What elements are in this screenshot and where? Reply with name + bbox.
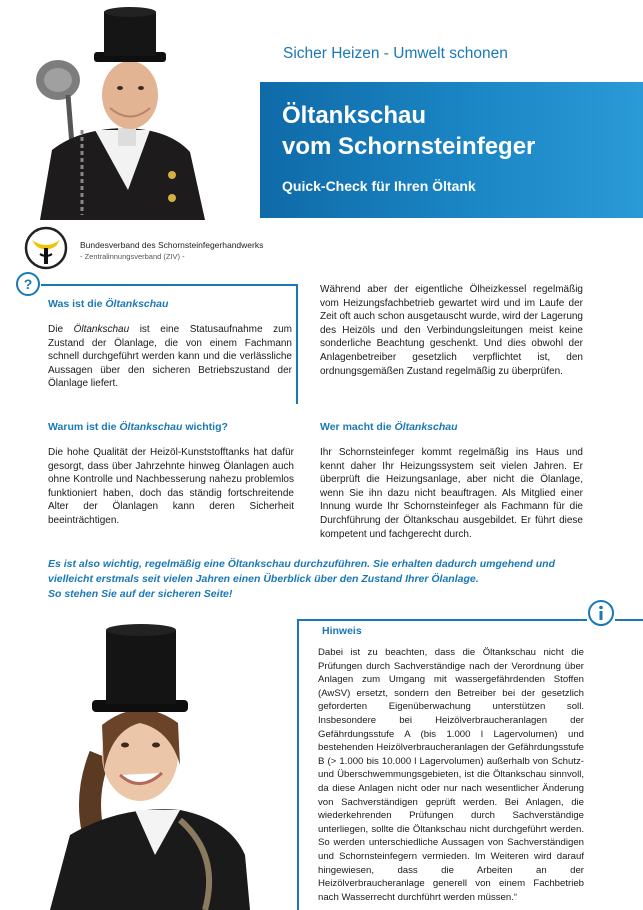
svg-text:?: ? <box>23 276 33 292</box>
tagline: Sicher Heizen - Umwelt schonen <box>283 45 508 62</box>
hero-title <box>282 100 535 162</box>
why-heading-suffix: wichtig? <box>182 421 228 433</box>
association-logo <box>24 226 284 270</box>
what-heading-term: Öltankschau <box>105 298 169 310</box>
who-heading-term: Öltankschau <box>394 421 458 433</box>
photo-chimney-sweep-man <box>0 0 212 220</box>
callout-line3: So stehen Sie auf der sicheren Seite! <box>48 588 233 600</box>
callout-text <box>48 557 588 602</box>
callout-line2: vielleicht erstmals seit vielen Jahren einen Überblick über den Zustand Ihrer Ölanlage. <box>48 573 479 585</box>
what-heading-prefix: Was ist die <box>48 298 106 310</box>
logo-name: Bundesverband des Schornsteinfegerhandwerks <box>80 240 264 250</box>
note-heading: Hinweis <box>322 625 362 637</box>
what-body-prefix: Die <box>48 324 74 335</box>
question-mark-icon <box>15 271 41 297</box>
why-heading-term: Öltankschau <box>119 421 183 433</box>
info-icon <box>587 599 615 627</box>
why-heading <box>48 421 228 433</box>
hero-banner <box>260 82 643 218</box>
hero-title-line2: vom Schornsteinfeger <box>282 133 536 160</box>
why-heading-prefix: Warum ist die <box>48 421 120 433</box>
photo-chimney-sweep-woman <box>30 605 250 910</box>
what-body-term: Öltankschau <box>73 324 130 335</box>
hero-subtitle: Quick-Check für Ihren Öltank <box>282 178 476 194</box>
who-heading-prefix: Wer macht die <box>320 421 395 433</box>
ziv-logo-icon <box>24 226 68 270</box>
hero-title-line1: Öltankschau <box>282 102 427 129</box>
what-heading <box>48 298 168 310</box>
boiler-body: Während aber der eigentliche Ölheizkessel regelmäßig vom Heizungsfachbetrieb gewartet wird und im Laufe der Zeit oft auch schon ausgetauscht wurde, wird der Lagerung des Heizöls und den Verbindungsleitungen meist keine sonderliche Beachtung geschenkt. Und dies obwohl der Anlagenbetreiber gesetzlich verpflichtet ist, den ordnungsgemäßen Zustand regelmäßig zu überprüfen. <box>320 284 583 377</box>
who-heading <box>320 421 458 433</box>
who-body: Ihr Schornsteinfeger kommt regelmäßig ins Haus und kennt daher Ihr Heizungssystem seit vielen Jahren. Er überprüft die Heizungsanlage, aber nicht die Ölanlage, wenn Sie ihn dazu nicht beauftragen. Als Mitglied einer Innung wurde Ihr Schornsteinfeger als Fachmann für die Durchführung der Öltankschau ausgebildet. Er führt diese kompetent und fachgerecht durch. <box>320 447 583 540</box>
what-body-rest: ist eine Statusaufnahme zum Zustand der Ölanlage, die von einem Fachmann schnell durchgeführt werden kann und die verlässliche Aussagen über den sicheren Betriebszustand der Ölanlage liefert. <box>48 324 292 390</box>
logo-subline: - Zentralinnungsverband (ZIV) - <box>80 252 185 261</box>
what-body <box>48 323 292 391</box>
note-body: Dabei ist zu beachten, dass die Öltankschau nicht die Prüfungen durch Sachverständige nach der Verordnung über Anlagen zum Umgang mit wassergefährdenden Stoffen (AwSV) ersetzt, sondern den Betreiber bei der gesetzlich geforderten Eigenüberwachung unterstützen soll. Insbesondere bei Heizölverbraucheranlagen der Gefährdungsstufe A (bis 1.000 l Lagervolumen) und bestehenden Heizölverbraucheranlagen der Gefährdungsstufe B (> 1.000 bis 10.000 l Lagervolumen) außerhalb von Schutz- und Überschwemmungsgebieten, ist die Öltankschau sinnvoll, da diese Anlagen nicht oder nur nach wesentlicher Änderung von Sachverständigen geprüft werden. Bei Anlagen, die wiederkehrenden Prüfungen durch Sachverständige unterliegen, sollte die Öltankschau nicht durchgeführt werden. So werden unterschiedliche Aussagen von Sachverständigen und Schornsteinfegern vermieden. Im Weiteren wird darauf hingewiesen, dass die Arbeiten an der Heizölverbraucheranlage generell von einem Fachbetrieb nach Wasserrecht durchführt werden müssen.“ <box>318 647 584 903</box>
callout-line1: Es ist also wichtig, regelmäßig eine Öltankschau durchzuführen. Sie erhalten dadurch umgehend und <box>48 558 556 570</box>
why-body: Die hohe Qualität der Heizöl-Kunststofftanks hat dafür gesorgt, dass über Jahrzehnte hinweg Ölanlagen auch ohne Kontrolle und Nachbesserung nahezu problemlos funktioniert haben, doch das ständig fortschreitende Alter der Ölanlagen kann deren Sicherheit beeinträchtigen. <box>48 447 294 526</box>
